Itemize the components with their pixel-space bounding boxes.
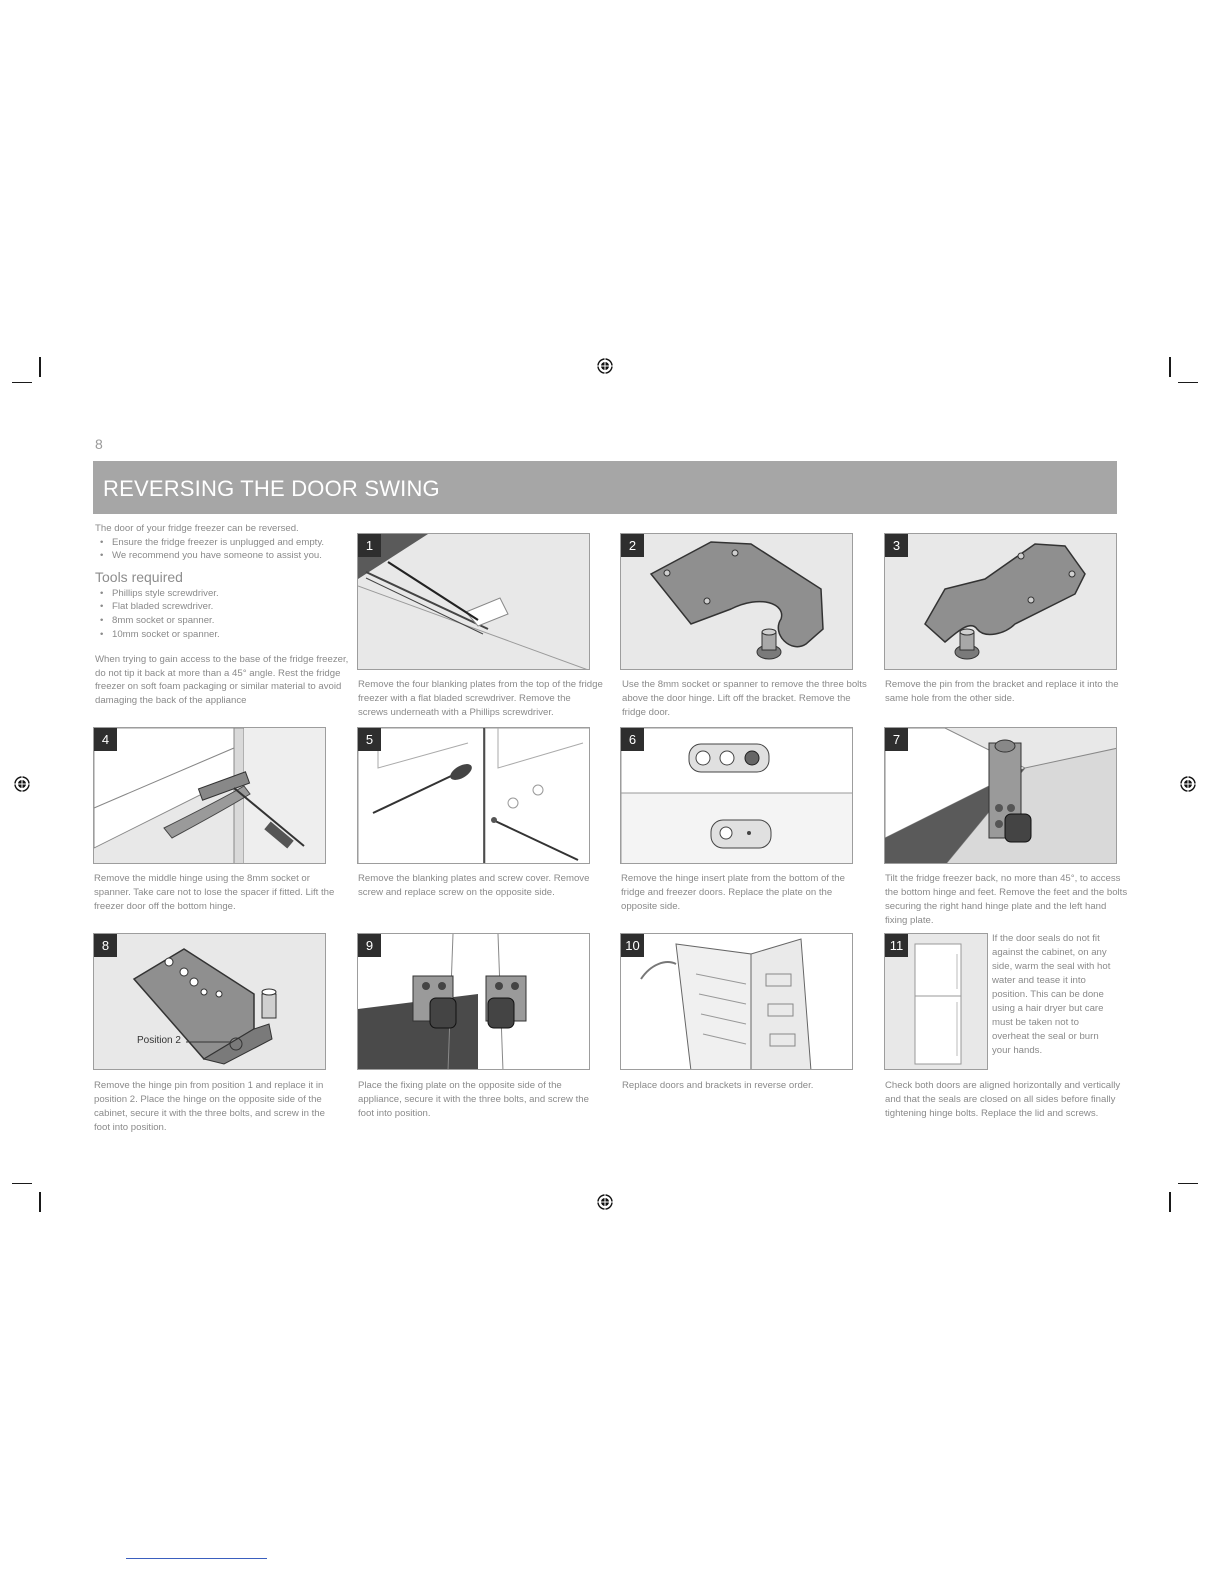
step-number-badge: 10 [621, 934, 644, 957]
tilt-warning: When trying to gain access to the base of the fridge freezer, do not tip it back at more than a 45° angle. Rest the fridge freezer on soft foam packaging or similar material to avoid damaging the back of the appliance [95, 654, 349, 706]
crop-mark [1178, 382, 1198, 383]
intro-bullets [95, 536, 357, 563]
list-item: • 8mm socket or spanner. [95, 614, 357, 628]
step-8-illustration [93, 933, 326, 1070]
step-number-badge: 11 [885, 934, 908, 957]
step-8-caption: Remove the hinge pin from position 1 and replace it in position 2. Place the hinge on the opposite side of the cabinet, secure it with the three bolts, and screw in the foot into position. [94, 1080, 325, 1133]
hinge-plate-drawing [94, 934, 326, 1070]
list-item: • 10mm socket or spanner. [95, 628, 357, 642]
list-item: • We recommend you have someone to assist you. [95, 549, 357, 563]
step-3-caption: Remove the pin from the bracket and replace it into the same hole from the other side. [885, 679, 1119, 704]
crop-mark [1169, 1192, 1171, 1212]
list-item: • Phillips style screwdriver. [95, 587, 357, 601]
step-5-caption: Remove the blanking plates and screw cover. Remove screw and replace screw on the opposite side. [358, 873, 590, 898]
crop-mark [39, 1192, 41, 1212]
hinge-pin-drawing [885, 534, 1117, 670]
step-number-badge: 1 [358, 534, 381, 557]
step-1-illustration [357, 533, 590, 670]
step-number-badge: 8 [94, 934, 117, 957]
page-title: REVERSING THE DOOR SWING [103, 476, 440, 501]
step-number-badge: 6 [621, 728, 644, 751]
step-number-badge: 2 [621, 534, 644, 557]
crop-mark [1169, 357, 1171, 377]
door-bracket-drawing [621, 534, 853, 670]
step-4-illustration [93, 727, 326, 864]
tools-list [95, 587, 357, 641]
step-number-badge: 5 [358, 728, 381, 751]
registration-mark-icon [1180, 776, 1196, 792]
crop-mark [12, 1183, 32, 1184]
fixing-plate-drawing [358, 934, 590, 1070]
list-item: • Ensure the fridge freezer is unplugged and empty. [95, 536, 357, 550]
step-11-illustration [884, 933, 988, 1070]
step-7-illustration [884, 727, 1117, 864]
crop-mark [12, 382, 32, 383]
page-number: 8 [95, 436, 103, 452]
step-7-caption: Tilt the fridge freezer back, no more than 45°, to access the bottom hinge and feet. Remove the feet and the bolts securing the right hand hinge plate and the left hand fixing plate. [885, 873, 1128, 926]
step-10-illustration [620, 933, 853, 1070]
step-number-badge: 9 [358, 934, 381, 957]
step-number-badge: 7 [885, 728, 908, 751]
position-2-label: Position 2 [137, 1035, 181, 1046]
step-4-caption: Remove the middle hinge using the 8mm socket or spanner. Take care not to lose the spacer if fitted. Lift the freezer door off the bottom hinge. [94, 873, 335, 912]
hinge-insert-plate-drawing [621, 728, 853, 864]
bottom-hinge-drawing [885, 728, 1117, 864]
footer-rule [126, 1558, 267, 1559]
crop-mark [39, 357, 41, 377]
step-6-caption: Remove the hinge insert plate from the bottom of the fridge and freezer doors. Replace the plate on the opposite side. [621, 873, 845, 912]
intro-section [95, 522, 357, 708]
step-2-illustration [620, 533, 853, 670]
intro-lead: The door of your fridge freezer can be reversed. [95, 523, 299, 534]
crop-mark [1178, 1183, 1198, 1184]
title-banner [93, 461, 1117, 514]
screw-cover-drawing [358, 728, 590, 864]
step-number-badge: 3 [885, 534, 908, 557]
step-number-badge: 4 [94, 728, 117, 751]
replace-doors-drawing [621, 934, 853, 1070]
door-seal-note: If the door seals do not fit against the cabinet, on any side, warm the seal with hot water and tease it into position. This can be done using a hair dryer but care must be taken not to overheat the seal or burn your hands. [992, 933, 1111, 1056]
registration-mark-icon [597, 1194, 613, 1210]
registration-mark-icon [14, 776, 30, 792]
blanking-plate-drawing [358, 534, 590, 670]
registration-mark-icon [597, 358, 613, 374]
tools-heading: Tools required [95, 568, 183, 585]
step-1-caption: Remove the four blanking plates from the top of the fridge freezer with a flat bladed screwdriver. Remove the screws underneath with a Phillips screwdriver. [358, 679, 603, 718]
step-11-caption: Check both doors are aligned horizontally and vertically and that the seals are closed on all sides before finally tightening hinge bolts. Replace the lid and screws. [885, 1080, 1121, 1119]
step-3-illustration [884, 533, 1117, 670]
step-9-caption: Place the fixing plate on the opposite side of the appliance, secure it with the three bolts, and screw the foot into position. [358, 1080, 589, 1119]
step-9-illustration [357, 933, 590, 1070]
step-2-caption: Use the 8mm socket or spanner to remove the three bolts above the door hinge. Lift off the bracket. Remove the fridge door. [622, 679, 867, 718]
list-item: • Flat bladed screwdriver. [95, 600, 357, 614]
step-5-illustration [357, 727, 590, 864]
step-10-caption: Replace doors and brackets in reverse order. [622, 1080, 814, 1091]
step-6-illustration [620, 727, 853, 864]
middle-hinge-drawing [94, 728, 326, 864]
